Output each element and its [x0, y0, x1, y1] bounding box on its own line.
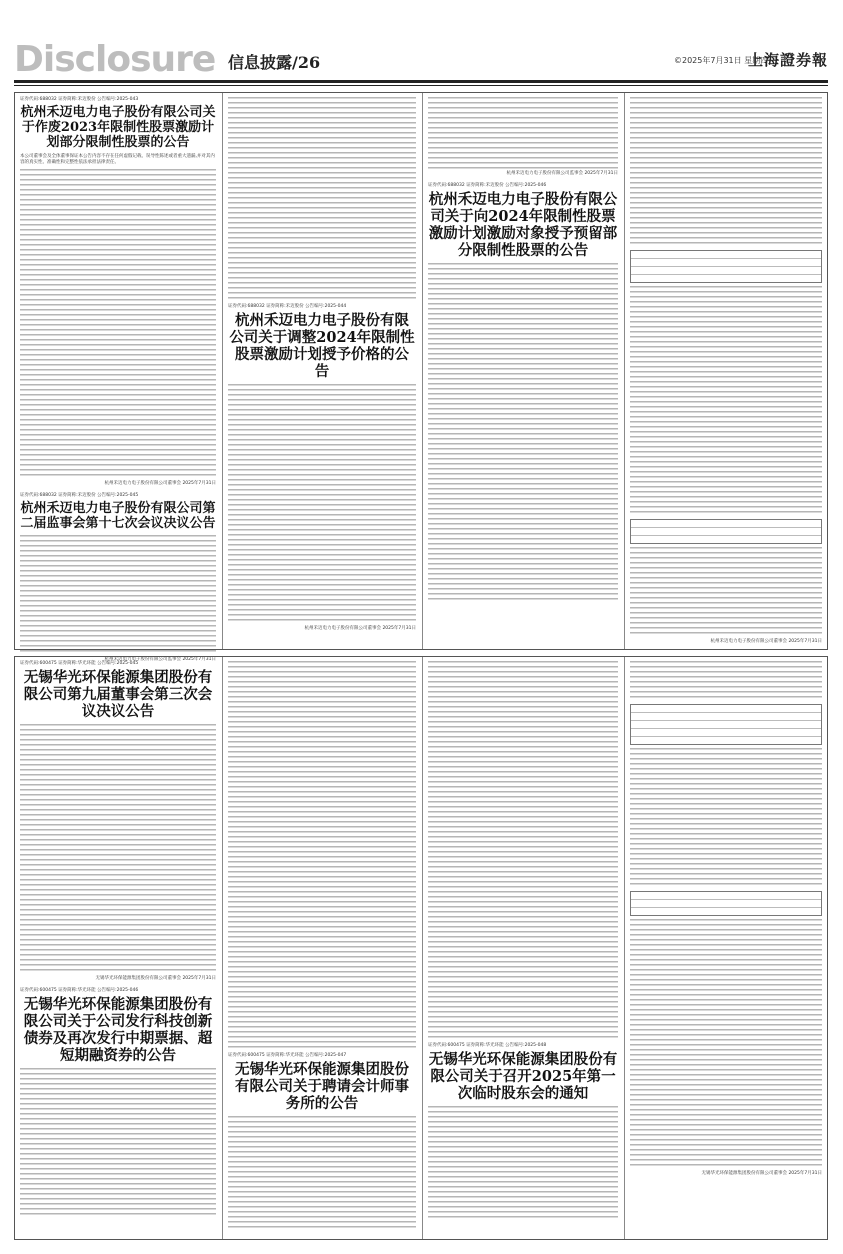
announcement-title: 杭州禾迈电力电子股份有限公司关于作废2023年限制性股票激励计划部分限制性股票的公告	[20, 105, 216, 150]
masthead	[0, 0, 843, 78]
body-text-block	[20, 535, 216, 655]
announcement-code: 证券代码:600475 证券简称:华光环能 公告编号:2025-047	[228, 1053, 347, 1058]
body-text-block	[228, 97, 416, 302]
announcement-code: 证券代码:600475 证券简称:华光环能 公告编号:2025-046	[20, 988, 139, 993]
section-page-label: 信息披露/26	[228, 53, 321, 72]
signature-line: 杭州禾迈电力电子股份有限公司监事会 2025年7月31日	[506, 171, 618, 176]
announcement-title: 杭州禾迈电力电子股份有限公司关于向2024年限制性股票激励计划激励对象授予预留部分限制性股票的公告	[428, 191, 618, 259]
signature-line: 无锡华光环保能源集团股份有限公司董事会 2025年7月31日	[701, 1171, 822, 1176]
body-text-block	[630, 97, 822, 247]
body-text-block	[428, 661, 618, 1041]
announcement-title: 杭州禾迈电力电子股份有限公司第二届监事会第十七次会议决议公告	[20, 501, 216, 531]
issue-date: ©2025年7月31日 星期四	[674, 56, 769, 65]
top-mid-column	[223, 93, 421, 649]
announcement-code: 证券代码:600475 证券简称:华光环能 公告编号:2025-045	[20, 661, 139, 666]
announcement-title: 杭州禾迈电力电子股份有限公司关于调整2024年限制性股票激励计划授予价格的公告	[229, 312, 415, 380]
announcement-title: 无锡华光环保能源集团股份有限公司关于公司发行科技创新债券及再次发行中期票据、超短期融资券的公告	[23, 996, 213, 1064]
top-far-right-column	[625, 93, 827, 649]
body-text-block	[20, 724, 216, 974]
data-table	[630, 891, 822, 916]
masthead-rule-thick	[14, 80, 828, 83]
disclosure-wordmark: Disclosure	[14, 39, 216, 80]
body-text-block	[630, 547, 822, 637]
newspaper-name: 上海證券報	[748, 51, 829, 69]
body-text-block	[20, 1068, 216, 1218]
body-text-block	[428, 263, 618, 603]
body-text-block	[428, 97, 618, 169]
bottom-mid-column	[223, 657, 421, 1239]
body-text-block	[228, 1116, 416, 1231]
body-text-block	[20, 169, 216, 479]
body-text-block	[428, 1106, 618, 1221]
bottom-announcements-block	[14, 656, 828, 1240]
data-table	[630, 250, 822, 283]
top-announcements-block	[14, 92, 828, 662]
announcement-code: 证券代码:688032 证券简称:禾迈股份 公告编号:2025-046	[428, 183, 547, 188]
body-text-block	[630, 286, 822, 516]
announcement-title: 无锡华光环保能源集团股份有限公司关于召开2025年第一次临时股东会的通知	[428, 1051, 618, 1102]
body-text-block	[630, 661, 822, 701]
signature-line: 杭州禾迈电力电子股份有限公司监事会 2025年7月31日	[104, 657, 216, 662]
top-right-column	[423, 93, 623, 649]
body-text-block	[228, 661, 416, 1051]
data-table	[630, 704, 822, 745]
body-text-block	[630, 919, 822, 1169]
announcement-code: 证券代码:688032 证券简称:禾迈股份 公告编号:2025-044	[228, 304, 347, 309]
body-text-block	[228, 384, 416, 624]
bottom-far-right-column	[625, 657, 827, 1239]
announcement-title: 无锡华光环保能源集团股份有限公司第九届董事会第三次会议决议公告	[23, 669, 213, 720]
announcement-code: 证券代码:600475 证券简称:华光环能 公告编号:2025-048	[428, 1043, 547, 1048]
announcement-code: 证券代码:688032 证券简称:禾迈股份 公告编号:2025-043	[20, 97, 139, 102]
top-left-column	[15, 93, 221, 662]
signature-line: 杭州禾迈电力电子股份有限公司董事会 2025年7月31日	[104, 481, 216, 486]
announcement-code: 证券代码:688032 证券简称:禾迈股份 公告编号:2025-045	[20, 493, 139, 498]
body-text-block	[630, 748, 822, 888]
announcement-notice: 本公司董事会及全体董事保证本公告内容不存在任何虚假记载、误导性陈述或者重大遗漏,并对其内容的真实性、准确性和完整性依法承担法律责任。	[20, 154, 215, 165]
signature-line: 杭州禾迈电力电子股份有限公司董事会 2025年7月31日	[304, 626, 416, 631]
signature-line: 杭州禾迈电力电子股份有限公司董事会 2025年7月31日	[710, 639, 822, 644]
bottom-right-column	[423, 657, 623, 1239]
announcement-title: 无锡华光环保能源集团股份有限公司关于聘请会计师事务所的公告	[235, 1061, 409, 1112]
signature-line: 无锡华光环保能源集团股份有限公司董事会 2025年7月31日	[95, 976, 216, 981]
data-table	[630, 519, 822, 544]
masthead-rule-thin	[14, 85, 828, 86]
bottom-left-column	[15, 657, 221, 1239]
